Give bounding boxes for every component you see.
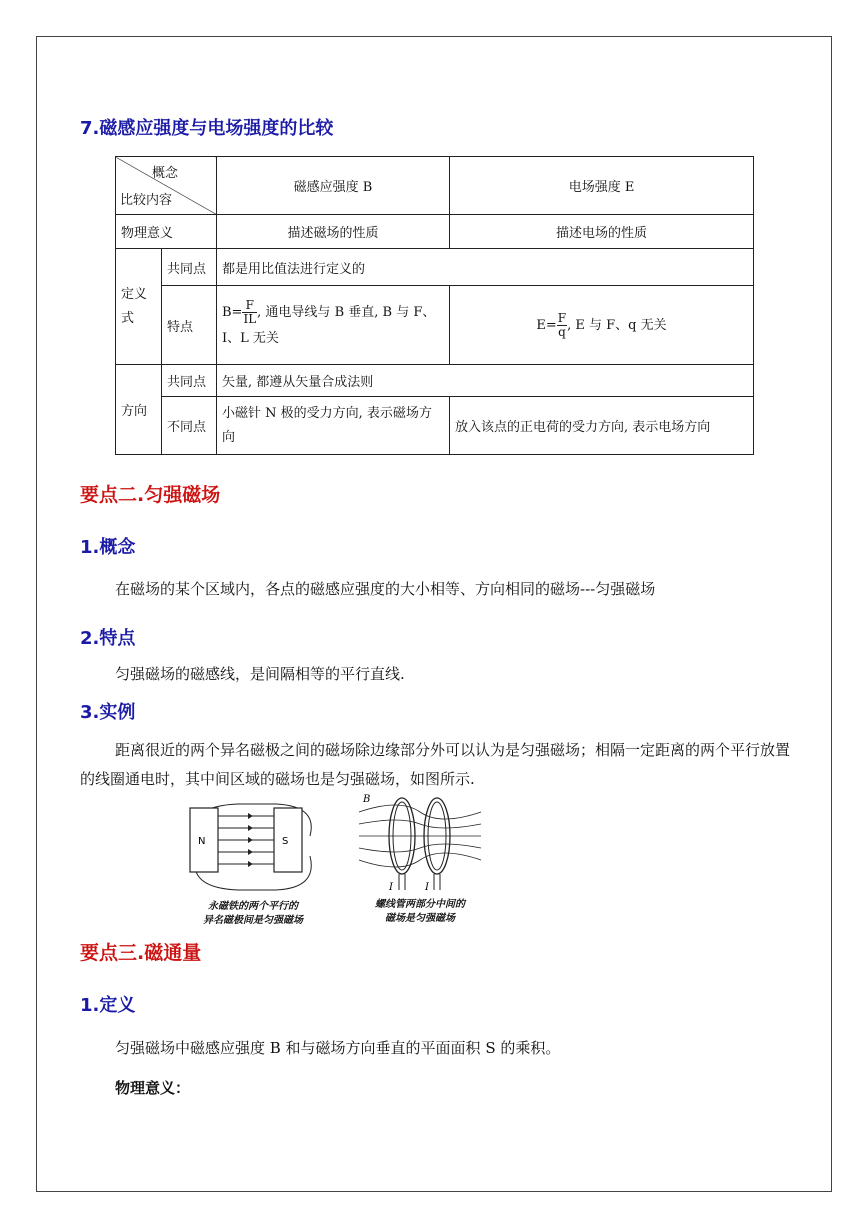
b-formula-lhs: B=: [222, 304, 243, 320]
magnet-caption-2: 异名磁极间是匀强磁场: [203, 915, 303, 926]
row-label-direction: 方向: [116, 365, 162, 455]
coil-i-label-1: I: [389, 882, 393, 893]
header-concept: 概念: [151, 165, 178, 181]
b-formula-text: , 通电导线与 B 垂直, B 与 F、I、L 无关: [222, 304, 436, 346]
definition-common: 都是用比值法进行定义的: [217, 249, 754, 286]
magnet-caption-1: 永磁铁的两个平行的: [208, 901, 298, 912]
coil-b-label: B: [363, 794, 371, 805]
e-formula-cell: [450, 286, 754, 365]
table-corner-cell: [116, 157, 217, 215]
coil-i-label-2: I: [425, 882, 429, 893]
e-formula-fraction: [557, 312, 567, 339]
magnet-n-label: N: [198, 836, 206, 847]
figure-coils: [355, 790, 485, 926]
definition-feature-label: 特点: [162, 286, 217, 365]
point3-title: 要点三.磁通量: [80, 942, 202, 964]
coils-caption-2: 磁场是匀强磁场: [385, 913, 455, 924]
concept-text: 在磁场的某个区域内，各点的磁感应强度的大小相等、方向相同的磁场---匀强磁场: [115, 580, 656, 598]
example-text: 距离很近的两个异名磁极之间的磁场除边缘部分外可以认为是匀强磁场；相隔一定距离的两个平行放置的线圈通电时，其中间区域的磁场也是匀强磁场，如图所示.: [80, 741, 791, 788]
direction-e: 放入该点的正电荷的受力方向, 表示电场方向: [450, 397, 754, 455]
concept-title: 1.概念: [80, 537, 136, 558]
header-compare: 比较内容: [120, 192, 173, 208]
header-b: 磁感应强度 B: [217, 157, 450, 215]
direction-b: 小磁针 N 极的受力方向, 表示磁场方向: [217, 397, 450, 455]
physical-meaning-b: 描述磁场的性质: [217, 215, 450, 249]
example-title: 3.实例: [80, 702, 136, 723]
feature-text: 匀强磁场的磁感线，是间隔相等的平行直线.: [115, 665, 405, 683]
row-label-definition: [116, 249, 162, 365]
feature-title: 2.特点: [80, 628, 136, 649]
physical-meaning-heading: 物理意义：: [115, 1079, 191, 1097]
e-formula-text: , E 与 F、q 无关: [567, 317, 667, 333]
definition-label-1: 定义: [121, 286, 148, 302]
b-formula-den: IL: [243, 311, 257, 326]
point2-title: 要点二.匀强磁场: [80, 484, 221, 506]
definition-common-label: 共同点: [162, 249, 217, 286]
figure-magnet: [178, 796, 328, 926]
b-formula-cell: [217, 286, 450, 365]
definition-label-2: 式: [121, 310, 135, 326]
header-e: 电场强度 E: [450, 157, 754, 215]
direction-diff-label: 不同点: [162, 397, 217, 455]
section-title: 7.磁感应强度与电场强度的比较: [80, 118, 334, 139]
e-formula-num: F: [557, 310, 567, 325]
row-label-physical-meaning: 物理意义: [116, 215, 217, 249]
physical-meaning-e: 描述电场的性质: [450, 215, 754, 249]
coils-diagram: [355, 790, 485, 894]
e-formula-den: q: [558, 324, 566, 339]
b-formula-fraction: [242, 299, 257, 326]
comparison-table: [115, 156, 754, 455]
definition-text: 匀强磁场中磁感应强度 B 和与磁场方向垂直的平面面积 S 的乘积。: [115, 1039, 561, 1057]
e-formula-lhs: E=: [536, 317, 557, 333]
definition-title: 1.定义: [80, 995, 136, 1016]
direction-common: 矢量, 都遵从矢量合成法则: [217, 365, 754, 397]
direction-common-label: 共同点: [162, 365, 217, 397]
magnet-s-label: S: [282, 836, 289, 847]
coils-caption-1: 螺线管两部分中间的: [375, 899, 465, 910]
magnet-diagram: [178, 796, 328, 896]
b-formula-num: F: [242, 299, 257, 313]
